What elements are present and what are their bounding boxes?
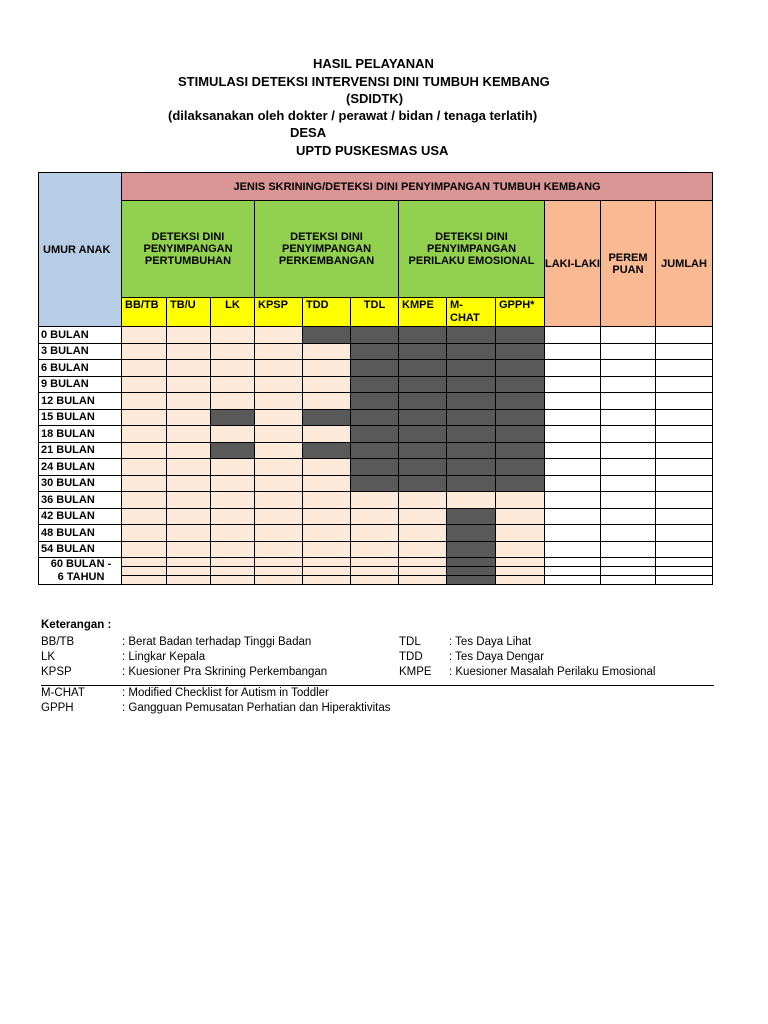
- age-label: 24 BULAN: [39, 459, 122, 476]
- age-label: 6 BULAN: [39, 360, 122, 377]
- sub-column-header: TB/U: [167, 298, 211, 327]
- entry-cell[interactable]: [167, 525, 211, 542]
- perempuan-header: PEREM PUAN: [601, 201, 656, 327]
- group-emosional-header: DETEKSI DINI PENYIMPANGAN PERILAKU EMOSIONAL: [399, 201, 545, 298]
- table-row: [39, 327, 713, 344]
- unavailable-cell: [303, 442, 351, 459]
- entry-cell[interactable]: [303, 393, 351, 410]
- entry-cell[interactable]: [167, 426, 211, 443]
- note-abbr: BB/TB: [41, 636, 75, 648]
- entry-cell[interactable]: [211, 360, 255, 377]
- laki-laki-cell[interactable]: [545, 393, 601, 410]
- jumlah-cell[interactable]: [656, 426, 713, 443]
- entry-cell[interactable]: [255, 459, 303, 476]
- entry-cell[interactable]: [255, 475, 303, 492]
- entry-cell[interactable]: [303, 508, 351, 525]
- entry-cell[interactable]: [351, 492, 399, 509]
- entry-cell[interactable]: [167, 576, 211, 585]
- entry-cell[interactable]: [496, 508, 545, 525]
- sub-column-header: BB/TB: [122, 298, 167, 327]
- unavailable-cell: [447, 426, 496, 443]
- note-abbr: KPSP: [41, 666, 72, 678]
- perempuan-cell[interactable]: [601, 426, 656, 443]
- perempuan-cell[interactable]: [601, 360, 656, 377]
- entry-cell[interactable]: [496, 567, 545, 576]
- unavailable-cell: [399, 360, 447, 377]
- entry-cell[interactable]: [211, 576, 255, 585]
- unavailable-cell: [447, 327, 496, 344]
- entry-cell[interactable]: [211, 508, 255, 525]
- entry-cell[interactable]: [122, 343, 167, 360]
- note-abbr: GPPH: [41, 702, 74, 714]
- entry-cell[interactable]: [122, 426, 167, 443]
- unavailable-cell: [303, 327, 351, 344]
- entry-cell[interactable]: [211, 459, 255, 476]
- unavailable-cell: [496, 360, 545, 377]
- note-desc: : Lingkar Kepala: [122, 651, 206, 663]
- perempuan-cell[interactable]: [601, 442, 656, 459]
- entry-cell[interactable]: [122, 376, 167, 393]
- unavailable-cell: [303, 409, 351, 426]
- perempuan-cell[interactable]: [601, 409, 656, 426]
- entry-cell[interactable]: [303, 525, 351, 542]
- age-label: 15 BULAN: [39, 409, 122, 426]
- table-row: [39, 426, 713, 443]
- note-desc: : Tes Daya Lihat: [449, 636, 532, 648]
- entry-cell[interactable]: [122, 541, 167, 558]
- perempuan-cell[interactable]: [601, 393, 656, 410]
- title-line-2: STIMULASI DETEKSI INTERVENSI DINI TUMBUH KEMBANG: [178, 74, 550, 89]
- note-desc: : Kuesioner Pra Skrining Perkembangan: [122, 666, 328, 678]
- table-row: [39, 492, 713, 509]
- unavailable-cell: [447, 376, 496, 393]
- unavailable-cell: [351, 360, 399, 377]
- note-abbr: TDL: [399, 636, 421, 648]
- table-row: [39, 567, 713, 576]
- entry-cell[interactable]: [496, 492, 545, 509]
- entry-cell[interactable]: [167, 475, 211, 492]
- entry-cell[interactable]: [399, 576, 447, 585]
- entry-cell[interactable]: [303, 426, 351, 443]
- note-abbr: KMPE: [399, 666, 432, 678]
- laki-laki-cell[interactable]: [545, 525, 601, 542]
- entry-cell[interactable]: [303, 541, 351, 558]
- title-line-1: HASIL PELAYANAN: [313, 56, 434, 71]
- age-label: [39, 558, 122, 585]
- entry-cell[interactable]: [211, 492, 255, 509]
- entry-cell[interactable]: [255, 558, 303, 567]
- unavailable-cell: [496, 393, 545, 410]
- laki-laki-cell[interactable]: [545, 426, 601, 443]
- entry-cell[interactable]: [255, 492, 303, 509]
- jumlah-cell[interactable]: [656, 508, 713, 525]
- table-row: [39, 442, 713, 459]
- entry-cell[interactable]: [255, 525, 303, 542]
- perempuan-cell[interactable]: [601, 508, 656, 525]
- unavailable-cell: [447, 558, 496, 567]
- entry-cell[interactable]: [255, 360, 303, 377]
- perempuan-cell[interactable]: [601, 459, 656, 476]
- entry-cell[interactable]: [167, 558, 211, 567]
- unavailable-cell: [399, 393, 447, 410]
- sub-column-header: GPPH*: [496, 298, 545, 327]
- entry-cell[interactable]: [167, 541, 211, 558]
- entry-cell[interactable]: [303, 459, 351, 476]
- entry-cell[interactable]: [351, 576, 399, 585]
- unavailable-cell: [447, 343, 496, 360]
- table-body: [39, 327, 713, 585]
- entry-cell[interactable]: [255, 343, 303, 360]
- entry-cell[interactable]: [122, 442, 167, 459]
- jenis-skrining-header: JENIS SKRINING/DETEKSI DINI PENYIMPANGAN TUMBUH KEMBANG: [122, 173, 713, 201]
- entry-cell[interactable]: [399, 525, 447, 542]
- unavailable-cell: [211, 409, 255, 426]
- unavailable-cell: [351, 409, 399, 426]
- sub-column-header: KPSP: [255, 298, 303, 327]
- unavailable-cell: [351, 393, 399, 410]
- unavailable-cell: [399, 409, 447, 426]
- entry-cell[interactable]: [211, 567, 255, 576]
- unavailable-cell: [351, 343, 399, 360]
- entry-cell[interactable]: [167, 376, 211, 393]
- entry-cell[interactable]: [255, 426, 303, 443]
- table-row: [39, 459, 713, 476]
- entry-cell[interactable]: [255, 442, 303, 459]
- age-label-line: 60 BULAN -: [50, 558, 112, 570]
- unavailable-cell: [447, 576, 496, 585]
- entry-cell[interactable]: [255, 393, 303, 410]
- sub-column-header: KMPE: [399, 298, 447, 327]
- unavailable-cell: [351, 376, 399, 393]
- keterangan-title: Keterangan :: [41, 619, 112, 631]
- unavailable-cell: [351, 426, 399, 443]
- unavailable-cell: [496, 459, 545, 476]
- entry-cell[interactable]: [167, 393, 211, 410]
- unavailable-cell: [399, 442, 447, 459]
- age-label-line: 6 TAHUN: [57, 571, 105, 583]
- laki-laki-cell[interactable]: [545, 567, 601, 576]
- entry-cell[interactable]: [303, 567, 351, 576]
- laki-laki-cell[interactable]: [545, 558, 601, 567]
- entry-cell[interactable]: [167, 409, 211, 426]
- unavailable-cell: [496, 327, 545, 344]
- entry-cell[interactable]: [167, 508, 211, 525]
- entry-cell[interactable]: [167, 492, 211, 509]
- unavailable-cell: [447, 409, 496, 426]
- umur-anak-header: UMUR ANAK: [39, 173, 122, 327]
- laki-laki-cell[interactable]: [545, 541, 601, 558]
- entry-cell[interactable]: [211, 376, 255, 393]
- table-row: [39, 475, 713, 492]
- age-label: 42 BULAN: [39, 508, 122, 525]
- jumlah-cell[interactable]: [656, 442, 713, 459]
- perempuan-cell[interactable]: [601, 327, 656, 344]
- note-desc: : Modified Checklist for Autism in Toddler: [122, 687, 329, 699]
- laki-laki-cell[interactable]: [545, 327, 601, 344]
- note-abbr: M-CHAT: [41, 687, 85, 699]
- age-label: 18 BULAN: [39, 426, 122, 443]
- age-label: 54 BULAN: [39, 541, 122, 558]
- entry-cell[interactable]: [496, 525, 545, 542]
- laki-laki-header: LAKI-LAKI: [545, 201, 601, 327]
- laki-laki-cell[interactable]: [545, 376, 601, 393]
- unavailable-cell: [447, 475, 496, 492]
- entry-cell[interactable]: [255, 541, 303, 558]
- note-desc: : Berat Badan terhadap Tinggi Badan: [122, 636, 312, 648]
- entry-cell[interactable]: [255, 376, 303, 393]
- unavailable-cell: [447, 393, 496, 410]
- unavailable-cell: [496, 376, 545, 393]
- entry-cell[interactable]: [399, 492, 447, 509]
- entry-cell[interactable]: [211, 541, 255, 558]
- note-desc: : Gangguan Pemusatan Perhatian dan Hiperaktivitas: [122, 702, 391, 714]
- entry-cell[interactable]: [351, 541, 399, 558]
- entry-cell[interactable]: [122, 558, 167, 567]
- jumlah-cell[interactable]: [656, 459, 713, 476]
- unavailable-cell: [351, 475, 399, 492]
- entry-cell[interactable]: [122, 360, 167, 377]
- jumlah-cell[interactable]: [656, 409, 713, 426]
- note-desc: : Tes Daya Dengar: [449, 651, 545, 663]
- unavailable-cell: [447, 508, 496, 525]
- unavailable-cell: [211, 442, 255, 459]
- unavailable-cell: [399, 376, 447, 393]
- perempuan-cell[interactable]: [601, 492, 656, 509]
- perempuan-cell[interactable]: [601, 343, 656, 360]
- laki-laki-cell[interactable]: [545, 475, 601, 492]
- jumlah-cell[interactable]: [656, 558, 713, 567]
- laki-laki-cell[interactable]: [545, 576, 601, 585]
- laki-laki-cell[interactable]: [545, 492, 601, 509]
- age-label: 9 BULAN: [39, 376, 122, 393]
- perempuan-cell[interactable]: [601, 567, 656, 576]
- entry-cell[interactable]: [303, 492, 351, 509]
- entry-cell[interactable]: [496, 576, 545, 585]
- entry-cell[interactable]: [122, 525, 167, 542]
- entry-cell[interactable]: [122, 576, 167, 585]
- entry-cell[interactable]: [447, 492, 496, 509]
- entry-cell[interactable]: [303, 376, 351, 393]
- jumlah-cell[interactable]: [656, 567, 713, 576]
- unavailable-cell: [447, 567, 496, 576]
- jumlah-cell[interactable]: [656, 360, 713, 377]
- table-row: [39, 376, 713, 393]
- laki-laki-cell[interactable]: [545, 409, 601, 426]
- entry-cell[interactable]: [351, 508, 399, 525]
- entry-cell[interactable]: [399, 558, 447, 567]
- entry-cell[interactable]: [122, 567, 167, 576]
- entry-cell[interactable]: [211, 475, 255, 492]
- entry-cell[interactable]: [122, 459, 167, 476]
- perempuan-cell[interactable]: [601, 558, 656, 567]
- entry-cell[interactable]: [211, 393, 255, 410]
- entry-cell[interactable]: [399, 541, 447, 558]
- group-pertumbuhan-header: DETEKSI DINI PENYIMPANGAN PERTUMBUHAN: [122, 201, 255, 298]
- entry-cell[interactable]: [399, 508, 447, 525]
- entry-cell[interactable]: [303, 360, 351, 377]
- perempuan-cell[interactable]: [601, 541, 656, 558]
- entry-cell[interactable]: [122, 393, 167, 410]
- jumlah-header: JUMLAH: [656, 201, 713, 327]
- unavailable-cell: [399, 426, 447, 443]
- entry-cell[interactable]: [303, 343, 351, 360]
- jumlah-cell[interactable]: [656, 525, 713, 542]
- entry-cell[interactable]: [122, 475, 167, 492]
- table-row: [39, 525, 713, 542]
- note-desc: : Kuesioner Masalah Perilaku Emosional: [449, 666, 656, 678]
- unavailable-cell: [496, 343, 545, 360]
- entry-cell[interactable]: [167, 567, 211, 576]
- jumlah-cell[interactable]: [656, 541, 713, 558]
- laki-laki-cell[interactable]: [545, 360, 601, 377]
- entry-cell[interactable]: [351, 558, 399, 567]
- table-row: [39, 541, 713, 558]
- title-line-3: (SDIDTK): [346, 91, 404, 106]
- entry-cell[interactable]: [211, 558, 255, 567]
- age-label: 36 BULAN: [39, 492, 122, 509]
- title-line-4: (dilaksanakan oleh dokter / perawat / bidan / tenaga terlatih): [168, 108, 538, 123]
- entry-cell[interactable]: [167, 327, 211, 344]
- table-row: [39, 558, 713, 567]
- laki-laki-cell[interactable]: [545, 343, 601, 360]
- unavailable-cell: [399, 343, 447, 360]
- entry-cell[interactable]: [351, 525, 399, 542]
- entry-cell[interactable]: [351, 567, 399, 576]
- entry-cell[interactable]: [303, 558, 351, 567]
- unavailable-cell: [496, 442, 545, 459]
- sub-column-header: LK: [211, 298, 255, 327]
- table-row: [39, 360, 713, 377]
- sub-column-header: TDL: [351, 298, 399, 327]
- unavailable-cell: [496, 409, 545, 426]
- unavailable-cell: [351, 459, 399, 476]
- entry-cell[interactable]: [255, 576, 303, 585]
- table-row: [39, 508, 713, 525]
- unavailable-cell: [447, 360, 496, 377]
- jumlah-cell[interactable]: [656, 576, 713, 585]
- entry-cell[interactable]: [255, 327, 303, 344]
- perempuan-cell[interactable]: [601, 576, 656, 585]
- age-label: 0 BULAN: [39, 327, 122, 344]
- entry-cell[interactable]: [167, 459, 211, 476]
- age-label: 12 BULAN: [39, 393, 122, 410]
- unavailable-cell: [351, 442, 399, 459]
- entry-cell[interactable]: [303, 576, 351, 585]
- entry-cell[interactable]: [122, 508, 167, 525]
- sub-column-header: TDD: [303, 298, 351, 327]
- jumlah-cell[interactable]: [656, 343, 713, 360]
- entry-cell[interactable]: [167, 360, 211, 377]
- entry-cell[interactable]: [211, 327, 255, 344]
- jumlah-cell[interactable]: [656, 475, 713, 492]
- entry-cell[interactable]: [167, 343, 211, 360]
- unavailable-cell: [399, 475, 447, 492]
- entry-cell[interactable]: [211, 343, 255, 360]
- unavailable-cell: [351, 327, 399, 344]
- perempuan-cell[interactable]: [601, 376, 656, 393]
- note-abbr: LK: [41, 651, 56, 663]
- entry-cell[interactable]: [211, 426, 255, 443]
- entry-cell[interactable]: [399, 567, 447, 576]
- table-row: [39, 393, 713, 410]
- perempuan-cell[interactable]: [601, 525, 656, 542]
- sdidtk-table: [38, 172, 713, 585]
- unavailable-cell: [447, 459, 496, 476]
- entry-cell[interactable]: [255, 409, 303, 426]
- age-label: 48 BULAN: [39, 525, 122, 542]
- entry-cell[interactable]: [122, 492, 167, 509]
- unavailable-cell: [447, 525, 496, 542]
- table-row: [39, 576, 713, 585]
- entry-cell[interactable]: [122, 327, 167, 344]
- table-row: [39, 343, 713, 360]
- entry-cell[interactable]: [167, 442, 211, 459]
- entry-cell[interactable]: [303, 475, 351, 492]
- unavailable-cell: [496, 426, 545, 443]
- unavailable-cell: [399, 459, 447, 476]
- entry-cell[interactable]: [122, 409, 167, 426]
- unavailable-cell: [447, 541, 496, 558]
- entry-cell[interactable]: [211, 525, 255, 542]
- entry-cell[interactable]: [255, 567, 303, 576]
- unavailable-cell: [399, 327, 447, 344]
- perempuan-cell[interactable]: [601, 475, 656, 492]
- sub-column-header: M-CHAT: [447, 298, 496, 327]
- entry-cell[interactable]: [496, 558, 545, 567]
- entry-cell[interactable]: [255, 508, 303, 525]
- table-row: [39, 409, 713, 426]
- entry-cell[interactable]: [496, 541, 545, 558]
- laki-laki-cell[interactable]: [545, 442, 601, 459]
- group-perkembangan-header: DETEKSI DINI PENYIMPANGAN PERKEMBANGAN: [255, 201, 399, 298]
- laki-laki-cell[interactable]: [545, 459, 601, 476]
- age-label: 30 BULAN: [39, 475, 122, 492]
- unavailable-cell: [496, 475, 545, 492]
- title-desa: DESA: [290, 125, 327, 140]
- title-puskesmas: UPTD PUSKESMAS USA: [296, 143, 449, 158]
- jumlah-cell[interactable]: [656, 327, 713, 344]
- laki-laki-cell[interactable]: [545, 508, 601, 525]
- jumlah-cell[interactable]: [656, 376, 713, 393]
- note-abbr: TDD: [399, 651, 423, 663]
- age-label: 3 BULAN: [39, 343, 122, 360]
- age-label: 21 BULAN: [39, 442, 122, 459]
- jumlah-cell[interactable]: [656, 492, 713, 509]
- jumlah-cell[interactable]: [656, 393, 713, 410]
- unavailable-cell: [447, 442, 496, 459]
